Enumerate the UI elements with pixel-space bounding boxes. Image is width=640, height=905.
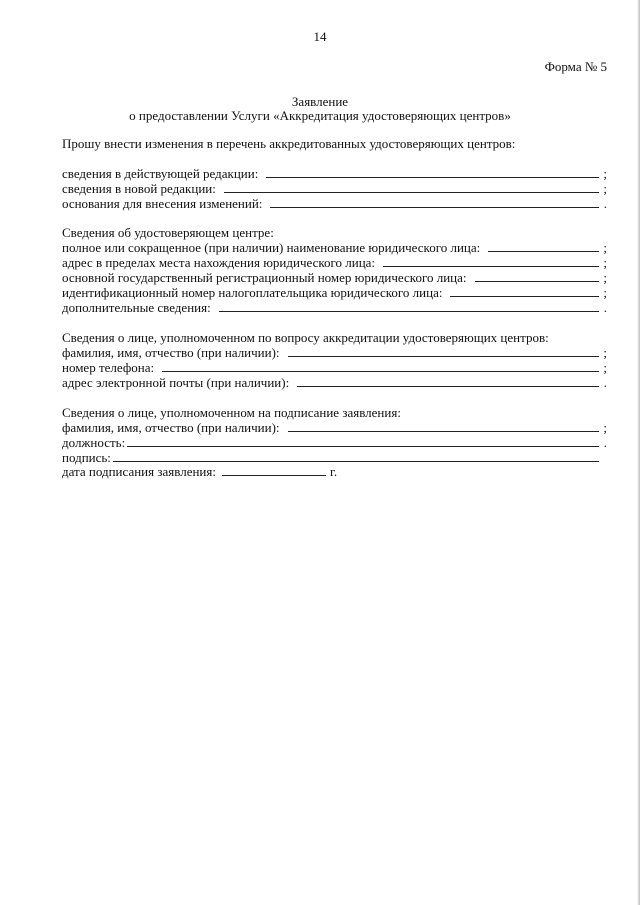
field-label: номер телефона: <box>62 360 155 375</box>
field-label: дополнительные сведения: <box>62 300 211 315</box>
field-terminator: ; <box>603 166 607 181</box>
date-blank-line[interactable] <box>222 465 326 476</box>
accreditation-person-heading: Сведения о лице, уполномоченном по вопросу аккредитации удостоверяющих центров: <box>62 330 549 345</box>
blank-line[interactable] <box>162 361 599 372</box>
title-line-2: о предоставлении Услуги «Аккредитация удостоверяющих центров» <box>129 108 511 123</box>
field-signing-date[interactable] <box>62 464 337 480</box>
field-terminator: ; <box>603 181 607 196</box>
field-label: полное или сокращенное (при наличии) наименование юридического лица: <box>62 240 481 255</box>
field-new-edition[interactable] <box>62 181 607 195</box>
field-terminator: . <box>603 196 607 211</box>
field-label: адрес в пределах места нахождения юридического лица: <box>62 255 376 270</box>
field-position[interactable] <box>62 435 607 449</box>
field-label: фамилия, имя, отчество (при наличии): <box>62 420 280 435</box>
field-phone[interactable] <box>62 360 607 374</box>
blank-line[interactable] <box>219 301 599 312</box>
blank-line[interactable] <box>266 167 599 178</box>
field-label: сведения в действующей редакции: <box>62 166 259 181</box>
blank-line[interactable] <box>113 451 599 462</box>
field-terminator: ; <box>603 420 607 435</box>
center-section-heading: Сведения об удостоверяющем центре: <box>62 225 274 240</box>
blank-line[interactable] <box>288 346 599 357</box>
field-terminator: . <box>603 375 607 390</box>
date-suffix: г. <box>329 464 338 479</box>
blank-line[interactable] <box>224 182 599 193</box>
field-change-grounds[interactable] <box>62 196 607 210</box>
page-number: 14 <box>313 29 327 44</box>
title-line-1: Заявление <box>291 94 349 109</box>
field-current-edition[interactable] <box>62 166 607 180</box>
blank-line[interactable] <box>270 197 599 208</box>
field-label: сведения в новой редакции: <box>62 181 216 196</box>
blank-line[interactable] <box>127 436 599 447</box>
field-terminator: ; <box>603 240 607 255</box>
blank-line[interactable] <box>488 241 599 252</box>
blank-line[interactable] <box>475 271 600 282</box>
blank-line[interactable] <box>288 421 599 432</box>
blank-line[interactable] <box>297 376 599 387</box>
field-legal-address[interactable] <box>62 255 607 269</box>
field-signature[interactable] <box>62 450 607 464</box>
date-label: дата подписания заявления: <box>62 464 216 479</box>
field-label: должность: <box>62 435 126 450</box>
field-label: идентификационный номер налогоплательщика юридического лица: <box>62 285 443 300</box>
field-terminator: ; <box>603 285 607 300</box>
field-terminator: ; <box>603 360 607 375</box>
field-signer-fullname[interactable] <box>62 420 607 434</box>
field-legal-entity-name[interactable] <box>62 240 607 254</box>
field-terminator: ; <box>603 345 607 360</box>
field-terminator: . <box>603 300 607 315</box>
signing-person-heading: Сведения о лице, уполномоченном на подписание заявления: <box>62 405 401 420</box>
field-terminator: ; <box>603 270 607 285</box>
field-terminator: . <box>603 435 607 450</box>
form-number: Форма № 5 <box>544 59 607 74</box>
blank-line[interactable] <box>450 286 599 297</box>
field-accreditation-fullname[interactable] <box>62 345 607 359</box>
blank-line[interactable] <box>383 256 599 267</box>
intro-text: Прошу внести изменения в перечень аккредитованных удостоверяющих центров: <box>62 136 516 151</box>
field-label: подпись: <box>62 450 111 465</box>
field-label: адрес электронной почты (при наличии): <box>62 375 290 390</box>
field-label: фамилия, имя, отчество (при наличии): <box>62 345 280 360</box>
field-email[interactable] <box>62 375 607 389</box>
field-terminator: ; <box>603 255 607 270</box>
field-inn[interactable] <box>62 285 607 299</box>
field-label: основания для внесения изменений: <box>62 196 263 211</box>
field-ogrn[interactable] <box>62 270 607 284</box>
field-label: основной государственный регистрационный номер юридического лица: <box>62 270 467 285</box>
document-title <box>0 95 640 123</box>
field-additional-info[interactable] <box>62 300 607 314</box>
